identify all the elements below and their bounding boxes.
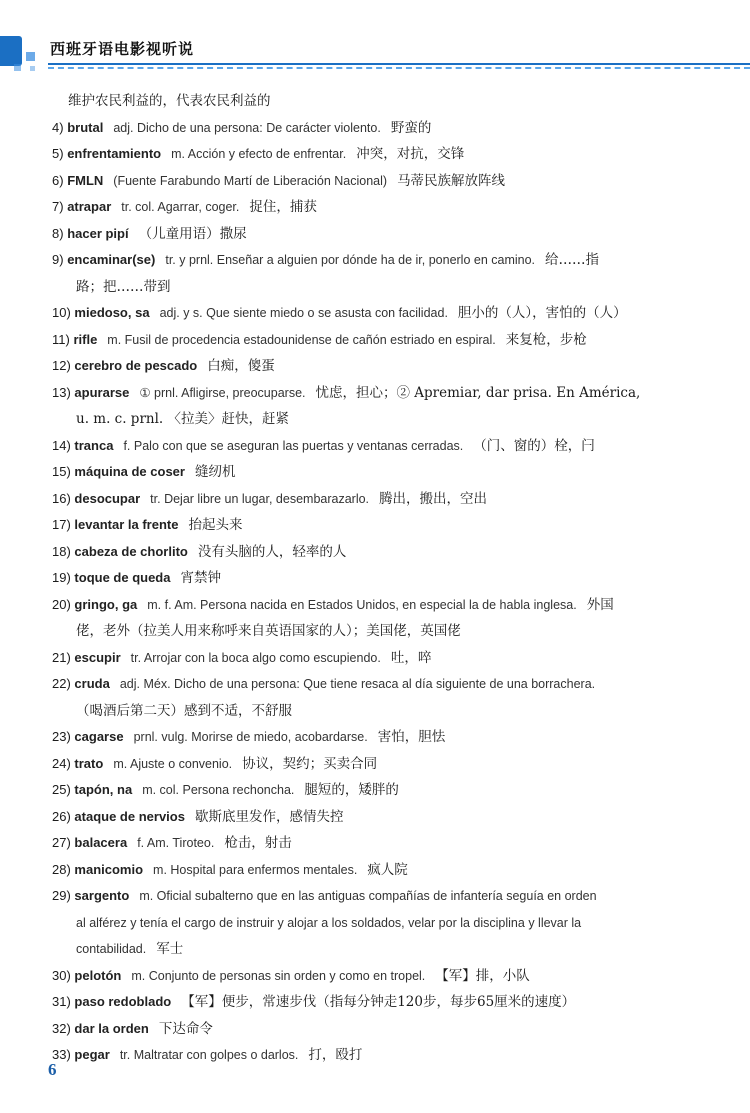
vocab-entry bbox=[52, 327, 700, 354]
entry-term: miedoso, sa bbox=[74, 305, 150, 320]
entry-term: manicomio bbox=[74, 861, 144, 877]
vocab-entry-continuation bbox=[52, 698, 700, 725]
vocab-entry bbox=[52, 300, 700, 327]
entry-term: balacera bbox=[74, 835, 128, 850]
entry-continuation-text: al alférez y tenía el cargo de instruir y alojar a los soldados, velar por la disciplina y llevar la bbox=[76, 915, 582, 930]
entry-number: 9) bbox=[52, 252, 64, 267]
entry-term: cabeza de chorlito bbox=[74, 543, 188, 559]
entry-term: atrapar bbox=[67, 199, 112, 214]
entry-definition: m. Oficial subalterno que en las antiguas compañías de infantería seguía en orden bbox=[139, 889, 597, 903]
vocab-entry bbox=[52, 115, 700, 142]
entry-term: pegar bbox=[74, 1047, 110, 1062]
entry-translation: 【军】排，小队 bbox=[435, 967, 530, 984]
header-color-block bbox=[0, 36, 22, 66]
entry-number: 12) bbox=[52, 358, 71, 373]
entry-definition: m. f. Am. Persona nacida en Estados Unidos, en especial la de habla inglesa. bbox=[147, 597, 577, 612]
entry-definition: m. Hospital para enfermos mentales. bbox=[153, 862, 358, 877]
entry-continuation-text: contabilidad. bbox=[76, 942, 147, 956]
vocab-entry bbox=[52, 221, 700, 248]
vocab-entry bbox=[52, 168, 700, 195]
entry-number: 20) bbox=[52, 596, 71, 612]
vocab-entry bbox=[52, 989, 700, 1016]
entry-number: 8) bbox=[52, 225, 64, 241]
entry-definition: tr. col. Agarrar, coger. bbox=[121, 200, 240, 214]
vocab-entry-continuation bbox=[52, 910, 700, 937]
entry-number: 5) bbox=[52, 146, 64, 161]
entry-number: 6) bbox=[52, 172, 64, 188]
entry-translation: 忧虑，担心；② Apremiar, dar prisa. En América, bbox=[315, 384, 641, 401]
header-dashed-rule bbox=[48, 67, 750, 69]
entry-term: pelotón bbox=[74, 967, 122, 983]
entry-term: cruda bbox=[74, 676, 110, 691]
entry-translation: 缝纫机 bbox=[194, 464, 236, 480]
entry-translation: 歇斯底里发作，感情失控 bbox=[194, 808, 344, 825]
entry-translation: 白痴，傻蛋 bbox=[207, 358, 275, 374]
entry-translation: 外国 bbox=[586, 596, 614, 613]
entry-translation: 害怕，胆怯 bbox=[377, 729, 446, 745]
entry-definition: tr. Arrojar con la boca algo como escupiendo. bbox=[130, 650, 381, 665]
entry-translation: 给……指 bbox=[545, 252, 600, 268]
entry-number: 22) bbox=[52, 676, 71, 691]
entry-definition: m. Ajuste o convenio. bbox=[113, 756, 233, 771]
header-decor-square bbox=[26, 52, 35, 61]
entry-translation: 协议，契约；买卖合同 bbox=[242, 755, 378, 772]
vocab-entry bbox=[52, 804, 700, 831]
entry-term: trato bbox=[74, 755, 104, 771]
entry-translation: 枪击，射击 bbox=[224, 835, 292, 851]
entry-translation: 没有头脑的人，轻率的人 bbox=[197, 543, 347, 560]
vocab-entry bbox=[52, 645, 700, 672]
entry-number: 32) bbox=[52, 1020, 71, 1036]
entry-term: desocupar bbox=[74, 490, 141, 506]
entry-term: hacer pipí bbox=[67, 225, 129, 241]
entry-definition: tr. Dejar libre un lugar, desembarazarlo. bbox=[150, 491, 370, 506]
entry-number: 26) bbox=[52, 808, 71, 824]
entry-definition: adj. y s. Que siente miedo o se asusta con facilidad. bbox=[159, 306, 448, 320]
entry-number: 31) bbox=[52, 994, 71, 1009]
entry-number: 27) bbox=[52, 835, 71, 850]
vocab-entry bbox=[52, 512, 700, 539]
vocab-entry-continuation bbox=[52, 936, 700, 963]
vocab-entry bbox=[52, 963, 700, 990]
vocab-entry bbox=[52, 671, 700, 698]
vocab-entry-continuation bbox=[52, 406, 700, 433]
vocab-entry bbox=[52, 433, 700, 460]
entry-definition: adj. Dicho de una persona: De carácter violento. bbox=[113, 120, 381, 135]
entry-continuation-text: （喝酒后第二天）感到不适，不舒服 bbox=[76, 702, 292, 719]
entry-translation: 马蒂民族解放阵线 bbox=[397, 172, 506, 189]
entry-definition: f. Palo con que se aseguran las puertas y ventanas cerradas. bbox=[123, 438, 464, 453]
entry-term: rifle bbox=[73, 331, 98, 347]
entry-number: 4) bbox=[52, 119, 64, 135]
entry-number: 13) bbox=[52, 384, 71, 400]
entry-number: 30) bbox=[52, 967, 71, 983]
entry-translation: 打，殴打 bbox=[308, 1047, 363, 1063]
entry-number: 16) bbox=[52, 490, 71, 506]
vocab-entry bbox=[52, 194, 700, 221]
book-title: 西班牙语电影视听说 bbox=[50, 40, 195, 58]
entry-definition: tr. y prnl. Enseñar a alguien por dónde ha de ir, ponerlo en camino. bbox=[165, 253, 536, 267]
entry-number: 14) bbox=[52, 437, 71, 453]
entry-term: FMLN bbox=[67, 172, 104, 188]
entry-term: dar la orden bbox=[74, 1020, 149, 1036]
entry-term: gringo, ga bbox=[74, 596, 138, 612]
vocab-entry bbox=[52, 883, 700, 910]
entry-definition: ① prnl. Afligirse, preocuparse. bbox=[139, 385, 306, 400]
header-rule bbox=[48, 63, 750, 65]
entry-continuation-text: u. m. c. prnl. 〈拉美〉赶快，赶紧 bbox=[76, 411, 289, 427]
vocab-entry bbox=[52, 539, 700, 566]
entry-translation: 野蛮的 bbox=[390, 119, 432, 136]
entry-number: 29) bbox=[52, 888, 71, 903]
entry-translation: 胆小的（人），害怕的（人） bbox=[457, 305, 627, 321]
entry-number: 17) bbox=[52, 517, 71, 532]
entry-term: ataque de nervios bbox=[74, 808, 185, 824]
vocab-entry bbox=[52, 777, 700, 804]
vocab-entry bbox=[52, 857, 700, 884]
vocab-entry bbox=[52, 1042, 700, 1069]
vocab-entry bbox=[52, 459, 700, 486]
entry-translation: （门、窗的）栓，闩 bbox=[473, 437, 595, 454]
entry-number: 33) bbox=[52, 1047, 71, 1062]
entry-definition: m. Acción y efecto de enfrentar. bbox=[171, 147, 347, 161]
entry-definition: m. Fusil de procedencia estadounidense de cañón estriado en espiral. bbox=[107, 332, 496, 347]
entry-translation: 【军】便步，常速步伐（指每分钟走120步，每步65厘米的速度） bbox=[181, 994, 576, 1010]
entry-continuation-text: 路；把……带到 bbox=[76, 278, 171, 295]
entry-translation: 腿短的，矮胖的 bbox=[304, 782, 399, 798]
entry-definition: prnl. vulg. Morirse de miedo, acobardarse. bbox=[133, 730, 368, 744]
vocab-entry bbox=[52, 88, 700, 115]
entry-definition: f. Am. Tiroteo. bbox=[137, 836, 215, 850]
entry-definition: adj. Méx. Dicho de una persona: Que tiene resaca al día siguiente de una borrachera. bbox=[119, 677, 596, 691]
entry-number: 28) bbox=[52, 861, 71, 877]
entry-term: encaminar(se) bbox=[67, 252, 156, 267]
vocab-entry bbox=[52, 592, 700, 619]
vocab-entry-continuation bbox=[52, 274, 700, 301]
page-number: 6 bbox=[48, 1060, 57, 1079]
entry-term: paso redoblado bbox=[74, 994, 172, 1009]
vocab-entry bbox=[52, 380, 700, 407]
entry-definition: m. Conjunto de personas sin orden y como en tropel. bbox=[131, 968, 426, 983]
entry-term: brutal bbox=[67, 119, 104, 135]
entry-translation: 吐，啐 bbox=[390, 649, 432, 666]
entry-number: 19) bbox=[52, 570, 71, 585]
entry-definition: m. col. Persona rechoncha. bbox=[142, 783, 295, 797]
entry-term: tranca bbox=[74, 437, 114, 453]
entry-translation: 腾出，搬出，空出 bbox=[379, 490, 488, 507]
vocab-entry bbox=[52, 1016, 700, 1043]
entry-term: cerebro de pescado bbox=[74, 358, 198, 373]
entry-number: 11) bbox=[52, 331, 70, 347]
vocabulary-list bbox=[52, 88, 700, 1069]
vocab-entry-continuation bbox=[52, 618, 700, 645]
entry-translation: 宵禁钟 bbox=[180, 570, 221, 586]
entry-number: 10) bbox=[52, 305, 71, 320]
entry-number: 23) bbox=[52, 729, 71, 744]
entry-translation: 下达命令 bbox=[158, 1020, 213, 1037]
vocab-entry bbox=[52, 724, 700, 751]
entry-number: 7) bbox=[52, 199, 64, 214]
entry-term: máquina de coser bbox=[74, 464, 185, 479]
vocab-entry bbox=[52, 751, 700, 778]
entry-term: levantar la frente bbox=[74, 517, 179, 532]
entry-translation: 捉住，捕获 bbox=[249, 199, 317, 215]
entry-term: apurarse bbox=[74, 384, 130, 400]
entry-number: 15) bbox=[52, 464, 71, 479]
vocab-entry bbox=[52, 486, 700, 513]
entry-term: toque de queda bbox=[74, 570, 171, 585]
entry-definition: (Fuente Farabundo Martí de Liberación Nacional) bbox=[113, 173, 388, 188]
entry-translation: 维护农民利益的，代表农民利益的 bbox=[68, 93, 271, 109]
entry-term: sargento bbox=[74, 888, 130, 903]
entry-number: 18) bbox=[52, 543, 71, 559]
entry-definition: tr. Maltratar con golpes o darlos. bbox=[119, 1048, 299, 1062]
entry-number: 21) bbox=[52, 649, 71, 665]
entry-continuation-text: 佬，老外（拉美人用来称呼来自英语国家的人）；美国佬，英国佬 bbox=[76, 623, 461, 639]
vocab-entry bbox=[52, 565, 700, 592]
header-decor-square bbox=[30, 66, 35, 71]
entry-number: 25) bbox=[52, 782, 71, 797]
entry-term: tapón, na bbox=[74, 782, 133, 797]
vocab-entry bbox=[52, 141, 700, 168]
entry-translation: 军士 bbox=[156, 941, 184, 957]
entry-translation: （儿童用语）撒尿 bbox=[138, 225, 247, 242]
entry-term: escupir bbox=[74, 649, 121, 665]
entry-translation: 疯人院 bbox=[367, 861, 408, 878]
entry-term: enfrentamiento bbox=[67, 146, 162, 161]
header-decor-square bbox=[14, 64, 21, 71]
entry-term: cagarse bbox=[74, 729, 124, 744]
vocab-entry bbox=[52, 830, 700, 857]
vocab-entry bbox=[52, 353, 700, 380]
vocab-entry bbox=[52, 247, 700, 274]
entry-translation: 来复枪，步枪 bbox=[505, 331, 587, 348]
entry-number: 24) bbox=[52, 755, 71, 771]
entry-translation: 冲突，对抗，交锋 bbox=[356, 146, 465, 162]
entry-translation: 抬起头来 bbox=[188, 517, 243, 533]
